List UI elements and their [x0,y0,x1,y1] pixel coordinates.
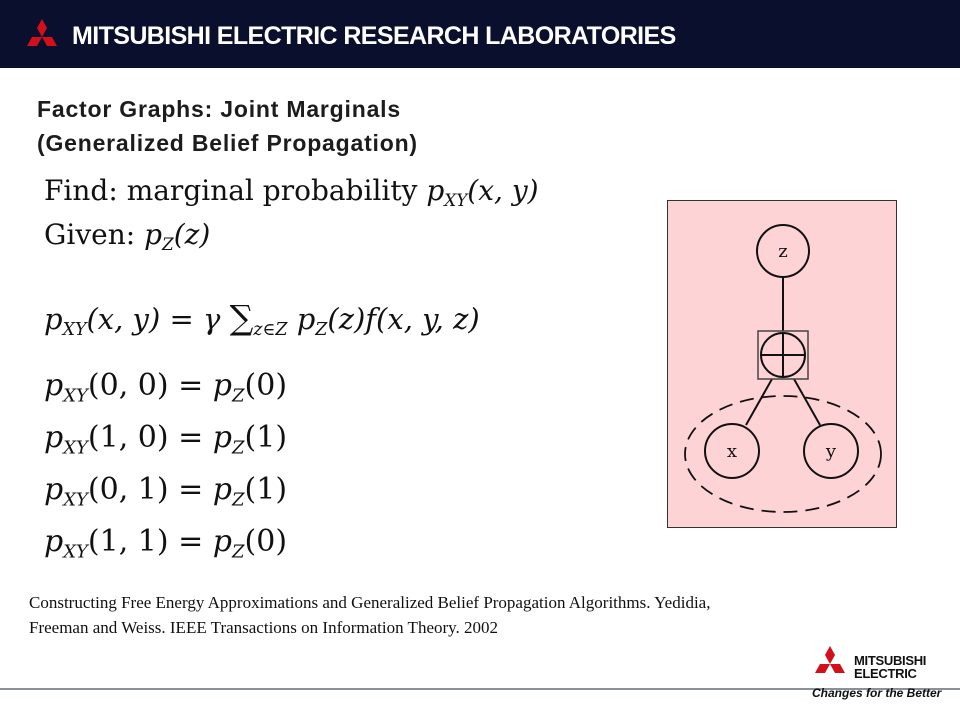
equation-row: $p_{XY}(0$, $0) = p_Z(0)$ [44,368,288,407]
footer-brand-line-2: ELECTRIC [854,666,917,681]
given-label: Given: [44,218,136,251]
find-formula: $p_{XY}(x$, y) [426,174,539,210]
find-text: marginal probability [126,174,418,207]
slide-title-line-1: Factor Graphs: Joint Marginals [37,96,401,122]
find-statement [44,174,539,210]
equation-row: $p_{XY}(1$, $0) = p_Z(1)$ [44,420,288,459]
mitsubishi-logo-icon [810,645,850,679]
edge-factor-x [746,379,772,425]
company-name: MITSUBISHI ELECTRIC RESEARCH LABORATORIES [72,22,676,50]
slide-title-line-2: (Generalized Belief Propagation) [37,130,418,156]
footer-brand [854,654,926,680]
factor-graph-diagram [668,201,896,527]
header-bar [0,0,960,68]
citation: Constructing Free Energy Approximations and Generalized Belief Propagation Algorithms. Yedidia, Freeman and Weiss. IEEE Transactions on Information Theory. 2002 [29,593,711,637]
node-x-label: x [726,441,738,462]
slide-title [37,92,418,160]
equation-row: $p_{XY}(0$, $1) = p_Z(1)$ [44,472,288,511]
factor-graph-figure [667,200,897,528]
given-formula: $p_Z(z)$ [144,218,211,254]
find-label: Find: [44,174,118,207]
given-statement [44,218,210,254]
node-z-label: z [778,241,788,262]
footer-tagline: Changes for the Better [812,686,942,700]
footer-brand-line-1: MITSUBISHI [854,653,927,668]
equation-row: $p_{XY}(1$, $1) = p_Z(0)$ [44,524,288,563]
edge-factor-y [794,379,820,425]
main-equation: $p_{XY}(x$, y) = γ $\sum_{z\in Z}$ $p_Z(z)f(x$, y, z) [44,298,480,341]
mitsubishi-logo-icon [22,18,62,52]
cluster-region [685,396,881,512]
node-y-label: y [825,441,837,462]
